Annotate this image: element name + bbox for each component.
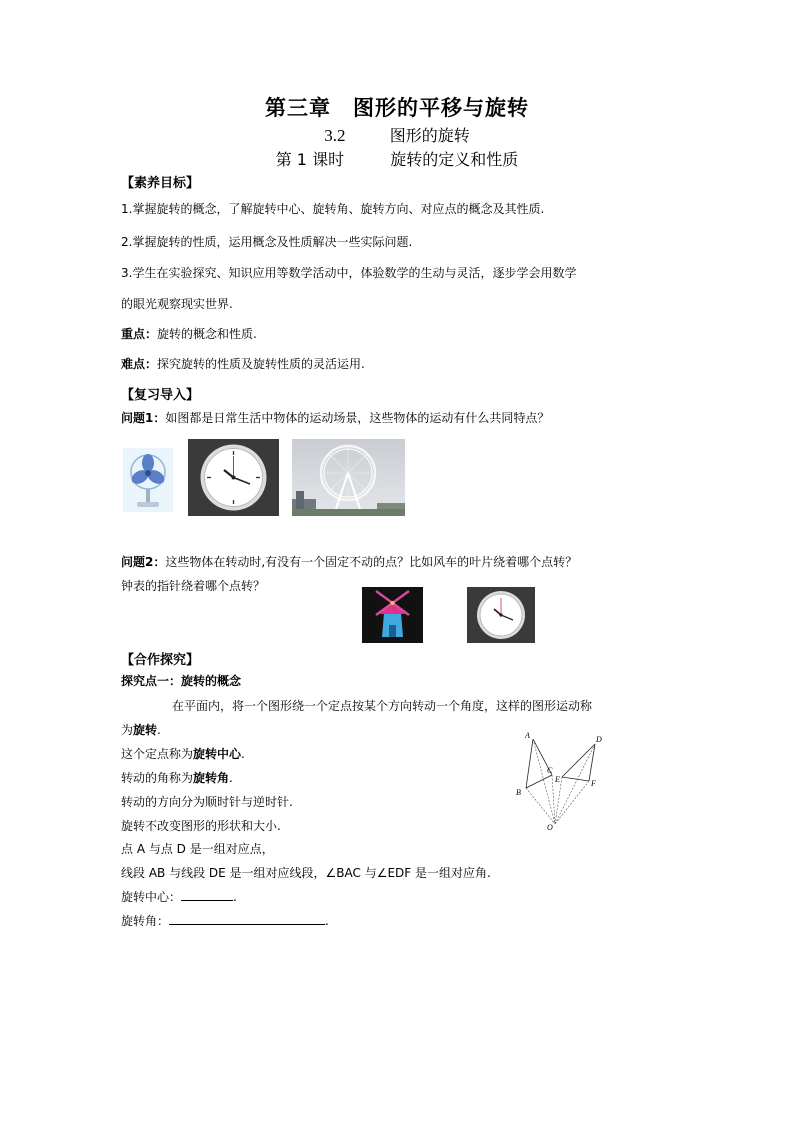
answer-angle-label: 旋转角： [121, 914, 170, 928]
corresponding-segments: 线段 AB 与线段 DE 是一组对应线段，∠BAC 与∠EDF 是一组对应角. [121, 866, 491, 880]
goal-item-2: 2.掌握旋转的性质，运用概念及性质解决一些实际问题. [121, 235, 413, 249]
label-e: E [555, 775, 560, 784]
windmill-image [362, 587, 423, 643]
rotation-property: 旋转不改变图形的形状和大小. [121, 819, 281, 833]
answer-center-label: 旋转中心： [121, 890, 182, 904]
diff-label: 难点： [121, 357, 158, 371]
goals-heading: 【素养目标】 [121, 176, 200, 191]
segment-ab [526, 739, 533, 788]
center-text-2: . [241, 747, 245, 761]
explore-heading: 【合作探究】 [121, 653, 200, 668]
segment-ef [562, 777, 589, 781]
key-label: 重点： [121, 327, 158, 341]
q1-label: 问题1： [121, 411, 166, 425]
rotation-definition: 在平面内，将一个图形绕一个定点按某个方向转动一个角度，这样的图形运动称 [172, 699, 593, 713]
goal-item-3-cont: 的眼光观察现实世界. [121, 297, 233, 311]
answer-center [121, 888, 237, 905]
question-2 [121, 553, 577, 570]
lesson-name: 旋转的定义和性质 [390, 150, 519, 169]
def-term: 旋转 [133, 723, 158, 737]
label-o: O [547, 823, 553, 832]
label-d: D [596, 735, 602, 744]
label-b: B [516, 788, 521, 797]
rotation-center-def [121, 745, 245, 762]
question-2-cont: 钟表的指针绕着哪个点转？ [121, 579, 266, 593]
q1-text: 如图都是日常生活中物体的运动场景，这些物体的运动有什么共同特点？ [165, 411, 550, 425]
angle-text-1: 转动的角称为 [121, 771, 194, 785]
lesson-label: 第 1 课时 [275, 150, 345, 169]
ferris-wheel-image [292, 439, 405, 516]
key-point [121, 325, 257, 342]
question-1 [121, 409, 549, 426]
rotation-direction: 转动的方向分为顺时针与逆时针. [121, 795, 293, 809]
clock-small-image [467, 587, 535, 643]
center-term: 旋转中心 [193, 747, 242, 761]
fan-image [123, 448, 173, 512]
rotation-definition-cont [121, 721, 161, 738]
def-text-2: . [157, 723, 161, 737]
rotation-angle-def [121, 769, 233, 786]
goal-item-3: 3.学生在实验探究、知识应用等数学活动中，体验数学的生动与灵活，逐步学会用数学 [121, 266, 577, 280]
explore-point-title: 探究点一：旋转的概念 [121, 674, 242, 688]
review-heading: 【复习导入】 [121, 388, 200, 403]
label-a: A [525, 731, 530, 740]
diff-text: 探究旋转的性质及旋转性质的灵活运用. [157, 357, 365, 371]
key-text: 旋转的概念和性质. [157, 327, 257, 341]
page-title: 第三章 图形的平移与旋转 [265, 96, 529, 120]
section-number: 3.2 [324, 126, 346, 145]
answer-center-period: . [233, 890, 237, 904]
answer-angle-blank[interactable] [169, 913, 325, 925]
label-c: C [547, 766, 553, 775]
clock-image [188, 439, 279, 516]
angle-term: 旋转角 [193, 771, 230, 785]
answer-angle-period: . [325, 914, 329, 928]
corresponding-points: 点 A 与点 D 是一组对应点， [121, 842, 274, 856]
difficult-point [121, 355, 365, 372]
label-f: F [591, 779, 596, 788]
answer-angle [121, 912, 329, 929]
q2-text: 这些物体在转动时,有没有一个固定不动的点？比如风车的叶片绕着哪个点转？ [165, 555, 578, 569]
section-name: 图形的旋转 [389, 126, 470, 145]
angle-text-2: . [229, 771, 233, 785]
def-text-1: 为 [121, 723, 134, 737]
q2-label: 问题2： [121, 555, 166, 569]
center-text-1: 这个定点称为 [121, 747, 194, 761]
segment-bc [526, 775, 552, 788]
rotation-diagram [505, 728, 615, 834]
goal-item-1: 1.掌握旋转的概念，了解旋转中心、旋转角、旋转方向、对应点的概念及其性质. [121, 202, 545, 216]
answer-center-blank[interactable] [181, 889, 233, 901]
section-title [0, 123, 794, 146]
lesson-title [0, 147, 794, 170]
